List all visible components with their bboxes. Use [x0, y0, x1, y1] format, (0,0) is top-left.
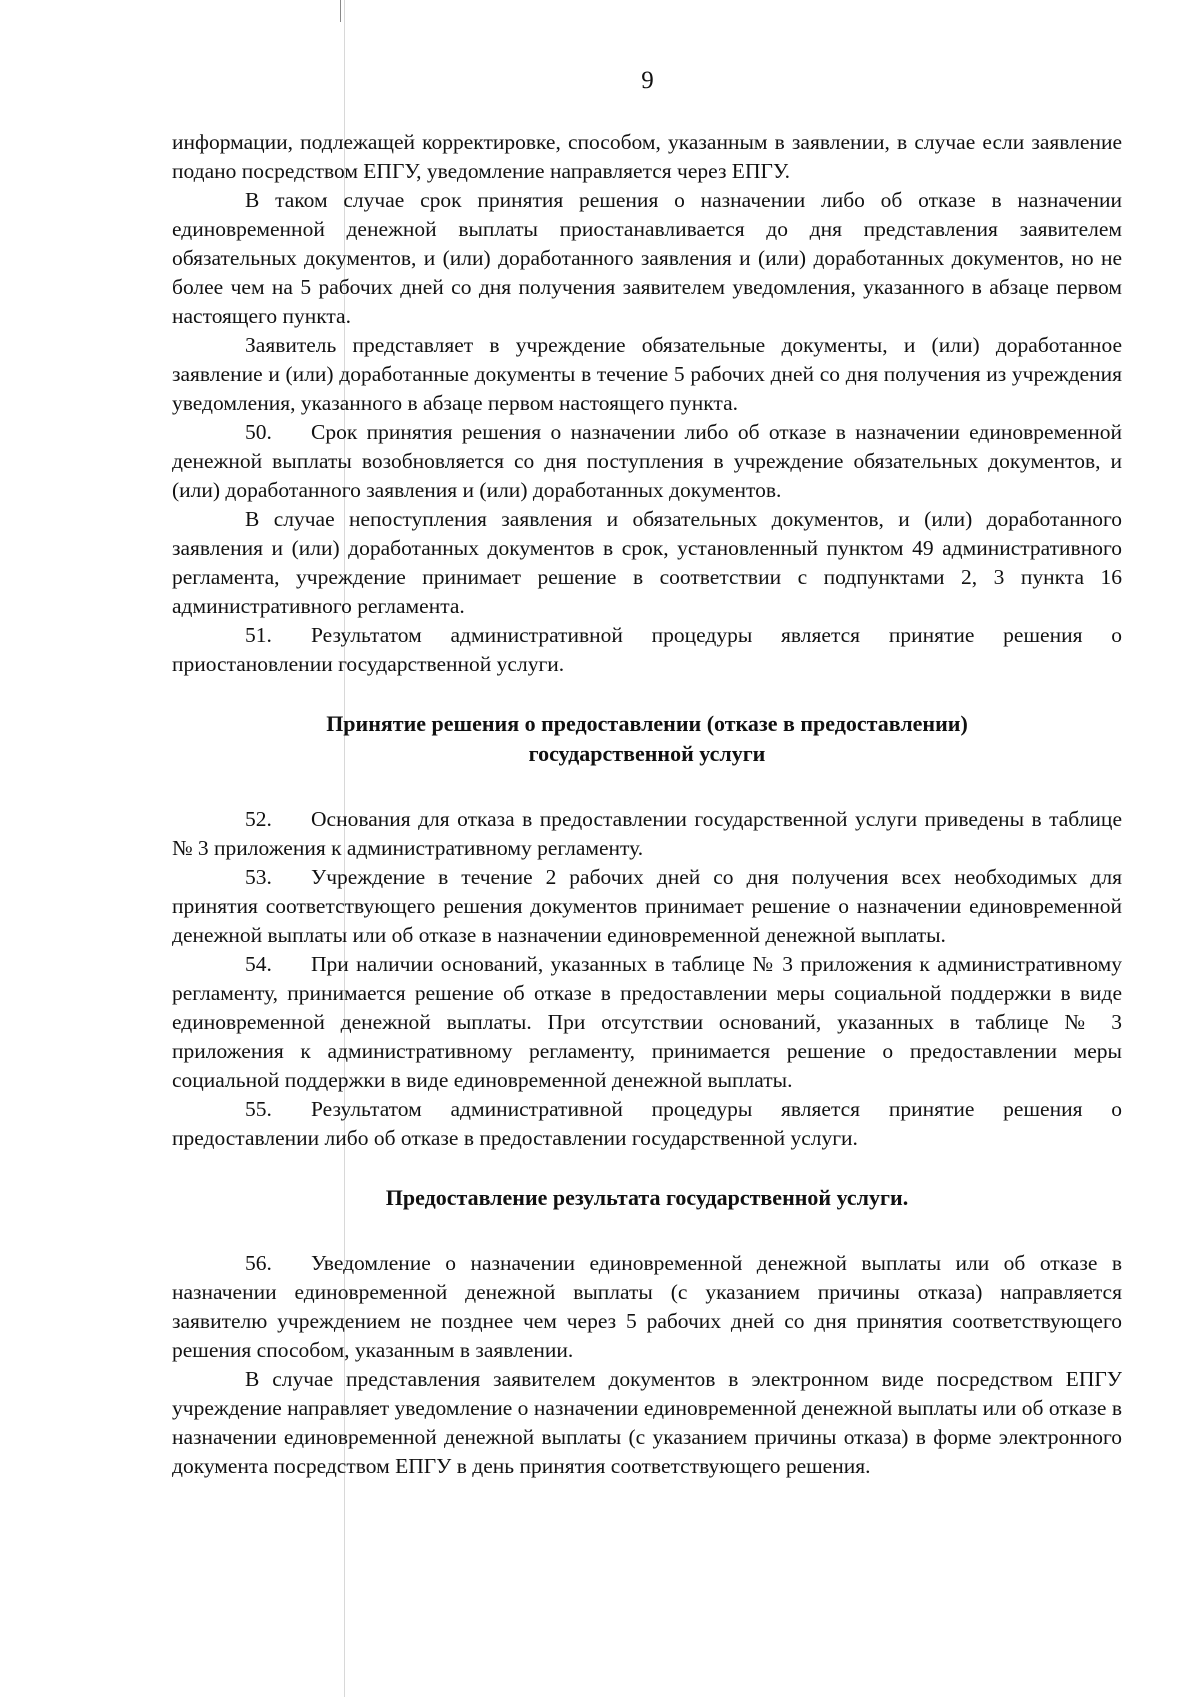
paragraph-number: 50.: [245, 420, 272, 444]
paragraph-text: информации, подлежащей корректировке, способом, указанным в заявлении, в случае если заявление подано посредством ЕПГУ, уведомление направляется через ЕПГУ.: [172, 130, 1122, 183]
paragraph-54: [172, 950, 1122, 1095]
section-heading-line: государственной услуги: [528, 741, 766, 766]
scan-artifact-mark: [340, 0, 341, 22]
paragraph-number: 51.: [245, 623, 272, 647]
paragraph: [172, 1365, 1122, 1481]
paragraph-text: В случае непоступления заявления и обязательных документов, и (или) доработанного заявления и (или) доработанных документов в срок, установленный пунктом 49 административного регламента, учреждение принимает решение в соответствии с подпунктами 2, 3 пункта 16 административного регламента.: [172, 507, 1122, 618]
section-heading: [172, 709, 1122, 769]
paragraph: [172, 505, 1122, 621]
page-number: 9: [641, 67, 654, 94]
section-heading-line: Принятие решения о предоставлении (отказе в предоставлении): [326, 711, 968, 736]
paragraph-number: 52.: [245, 807, 272, 831]
paragraph: [172, 331, 1122, 418]
paragraph-text: Учреждение в течение 2 рабочих дней со дня получения всех необходимых для принятия соответствующего решения документов принимает решение о назначении единовременной денежной выплаты или об отказе в назначении единовременной денежной выплаты.: [172, 865, 1122, 947]
document-body: [172, 128, 1122, 1481]
paragraph-text: Уведомление о назначении единовременной денежной выплаты или об отказе в назначении единовременной денежной выплаты (с указанием причины отказа) направляется заявителю учреждением не позднее чем через 5 рабочих дней со дня принятия соответствующего решения способом, указанным в заявлении.: [172, 1251, 1122, 1362]
paragraph-56: [172, 1249, 1122, 1365]
paragraph-number: 55.: [245, 1097, 272, 1121]
paragraph-text: В случае представления заявителем документов в электронном виде посредством ЕПГУ учреждение направляет уведомление о назначении единовременной денежной выплаты или об отказе в назначении единовременной денежной выплаты (с указанием причины отказа) в форме электронного документа посредством ЕПГУ в день принятия соответствующего решения.: [172, 1367, 1122, 1478]
paragraph-51: [172, 621, 1122, 679]
paragraph-50: [172, 418, 1122, 505]
section-heading: Предоставление результата государственной услуги.: [385, 1185, 909, 1210]
paragraph-text: При наличии оснований, указанных в таблице № 3 приложения к административному регламенту, принимается решение об отказе в предоставлении меры социальной поддержки в виде единовременной денежной выплаты. При отсутствии оснований, указанных в таблице № 3 приложения к административному регламенту, принимается решение о предоставлении меры социальной поддержки в виде единовременной денежной выплаты.: [172, 952, 1122, 1092]
paragraph-text: Результатом административной процедуры является принятие решения о предоставлении либо об отказе в предоставлении государственной услуги.: [172, 1097, 1122, 1150]
paragraph: [172, 128, 1122, 186]
paragraph-53: [172, 863, 1122, 950]
paragraph-text: Результатом административной процедуры является принятие решения о приостановлении государственной услуги.: [172, 623, 1122, 676]
paragraph-text: Срок принятия решения о назначении либо об отказе в назначении единовременной денежной выплаты возобновляется со дня поступления в учреждение обязательных документов, и (или) доработанного заявления и (или) доработанных документов.: [172, 420, 1122, 502]
paragraph-text: Основания для отказа в предоставлении государственной услуги приведены в таблице № 3 приложения к административному регламенту.: [172, 807, 1122, 860]
paragraph-52: [172, 805, 1122, 863]
paragraph-number: 56.: [245, 1251, 272, 1275]
paragraph: [172, 186, 1122, 331]
paragraph-55: [172, 1095, 1122, 1153]
paragraph-number: 54.: [245, 952, 272, 976]
paragraph-text: Заявитель представляет в учреждение обязательные документы, и (или) доработанное заявление и (или) доработанные документы в течение 5 рабочих дней со дня получения из учреждения уведомления, указанного в абзаце первом настоящего пункта.: [172, 333, 1122, 415]
paragraph-text: В таком случае срок принятия решения о назначении либо об отказе в назначении единовременной денежной выплаты приостанавливается до дня представления заявителем обязательных документов, и (или) доработанного заявления и (или) доработанных документов, но не более чем на 5 рабочих дней со дня получения заявителем уведомления, указанного в абзаце первом настоящего пункта.: [172, 188, 1122, 328]
paragraph-number: 53.: [245, 865, 272, 889]
